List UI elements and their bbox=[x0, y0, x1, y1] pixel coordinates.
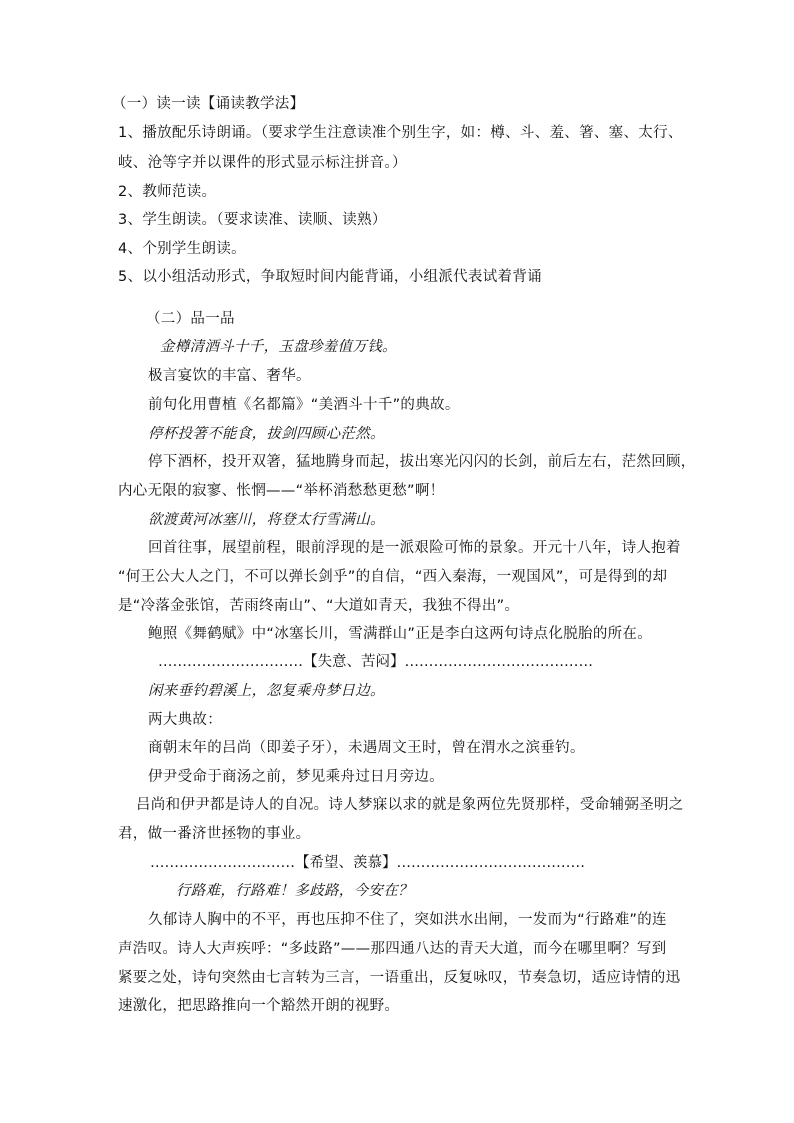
divider-1: …………………………【失意、苦闷】………………………………… bbox=[158, 654, 593, 670]
para5-line-3: 紧要之处，诗句突然由七言转为三言，一语重出，反复咏叹，节奏急切，适应诗情的迅 bbox=[118, 970, 681, 986]
para4-line-2: 君，做一番济世拯物的事业。 bbox=[118, 826, 311, 842]
note-4c: 伊尹受命于商汤之前，梦见乘舟过日月旁边。 bbox=[148, 769, 444, 785]
section1-item-3: 3、学生朗读。（要求读准、读顺、读熟） bbox=[118, 212, 387, 228]
note-4b: 商朝末年的吕尚（即姜子牙），未遇周文王时，曾在渭水之滨垂钓。 bbox=[148, 740, 585, 756]
section1-item-2: 2、教师范读。 bbox=[118, 184, 217, 200]
section1-heading: （一）读一读【诵读教学法】 bbox=[112, 96, 305, 112]
note-1b: 前句化用曹植《名都篇》“美酒斗十千”的典故。 bbox=[148, 397, 460, 413]
para3-line-2: “何王公大人之门，不可以弹长剑乎”的自信，“西入秦海，一观国风”，可是得到的却 bbox=[118, 569, 668, 585]
divider-2: …………………………【希望、羡慕】………………………………… bbox=[150, 855, 585, 871]
para2-line-1: 停下酒杯，投开双箸，猛地腾身而起，拔出寒光闪闪的长剑，前后左右，茫然回顾， bbox=[148, 454, 696, 470]
poem-line-4: 闲来垂钓碧溪上，忽复乘舟梦日边。 bbox=[148, 683, 385, 699]
note-1a: 极言宴饮的丰富、奢华。 bbox=[148, 368, 311, 384]
para3-line-1: 回首往事，展望前程，眼前浮现的是一派艰险可怖的景象。开元十八年，诗人抱着 bbox=[148, 540, 681, 556]
poem-line-3: 欲渡黄河冰塞川，将登太行雪满山。 bbox=[148, 512, 385, 528]
note-4a: 两大典故： bbox=[148, 712, 222, 728]
para5-line-4: 速激化，把思路推向一个豁然开朗的视野。 bbox=[118, 998, 400, 1014]
section1-item-1a: 1、播放配乐诗朗诵。（要求学生注意读准个别生字，如：樽、斗、羞、箸、塞、太行、 bbox=[118, 125, 683, 141]
poem-line-1: 金樽清酒斗十千，玉盘珍羞值万钱。 bbox=[160, 339, 397, 355]
para5-line-1: 久郁诗人胸中的不平，再也压抑不住了，突如洪水出闸，一发而为“行路难”的连 bbox=[148, 912, 667, 928]
section1-item-4: 4、个别学生朗读。 bbox=[118, 241, 246, 257]
para2-line-2: 内心无限的寂寥、怅惘——“举杯消愁愁更愁”啊！ bbox=[118, 483, 445, 499]
poem-line-5: 行路难，行路难！多歧路，今安在？ bbox=[176, 883, 413, 899]
para4-line-1: 吕尚和伊尹都是诗人的自况。诗人梦寐以求的就是象两位先贤那样，受命辅弼圣明之 bbox=[136, 797, 684, 813]
section1-item-5: 5、以小组活动形式，争取短时间内能背诵，小组派代表试着背诵 bbox=[118, 269, 542, 285]
para5-line-2: 声浩叹。诗人大声疾呼：“多歧路”——那四通八达的青天大道，而今在哪里啊？写到 bbox=[118, 941, 667, 957]
section2-heading: （二）品一品 bbox=[146, 311, 235, 327]
para3-line-3: 是“冷落金张馆，苦雨终南山”、“大道如青天，我独不得出”。 bbox=[118, 598, 520, 614]
poem-line-2: 停杯投箸不能食，拔剑四顾心茫然。 bbox=[148, 426, 385, 442]
para3-line-4: 鲍照《舞鹤赋》中“冰塞长川，雪满群山”正是李白这两句诗点化脱胎的所在。 bbox=[148, 626, 653, 642]
section1-item-1b: 岐、沧等字并以课件的形式显示标注拼音。） bbox=[118, 155, 407, 171]
